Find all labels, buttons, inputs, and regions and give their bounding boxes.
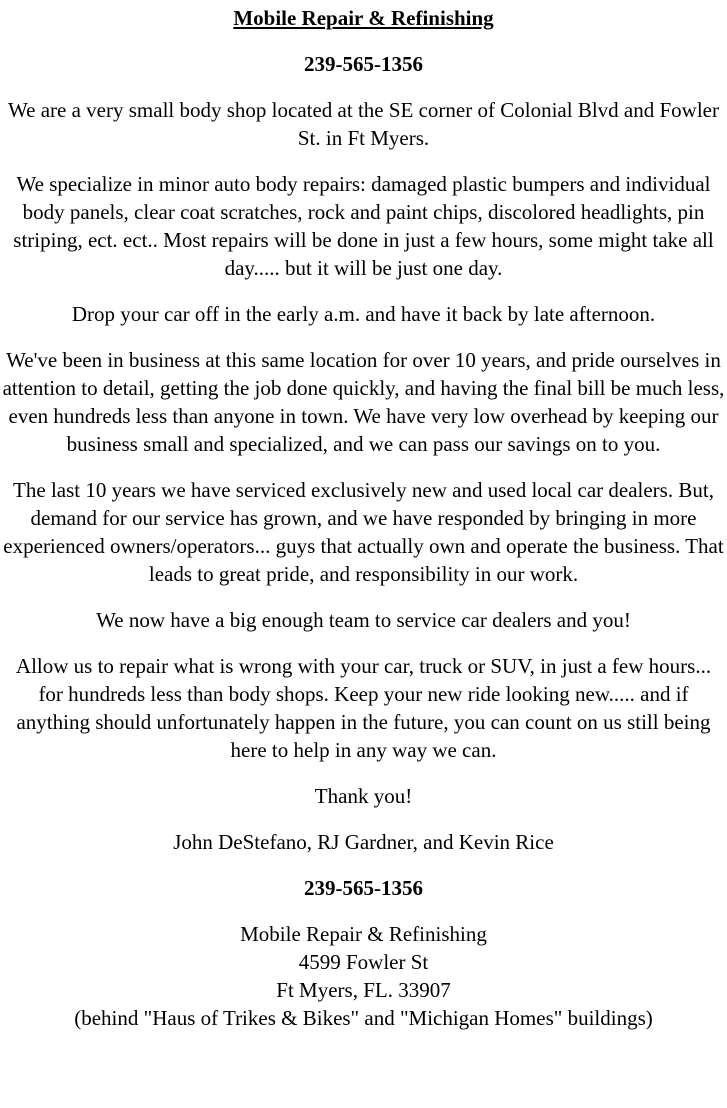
address-street: 4599 Fowler St xyxy=(298,950,429,974)
page-title: Mobile Repair & Refinishing xyxy=(233,6,494,30)
phone-number-bottom: 239-565-1356 xyxy=(304,876,423,900)
allow-paragraph: Allow us to repair what is wrong with your car, truck or SUV, in just a few hours... for hundreds less than body shops. Keep your new ride looking new..... and if anything should unfortunately happen in the future, you can count on us still being here to help in any way we can. xyxy=(15,654,712,762)
history-paragraph: The last 10 years we have serviced exclusively new and used local car dealers. But, demand for our service has grown, and we have responded by bringing in more experienced owners/operators... guys that actually own and operate the business. That leads to great pride, and responsibility in our work. xyxy=(3,478,724,586)
business-paragraph: We've been in business at this same location for over 10 years, and pride ourselves in attention to detail, getting the job done quickly, and having the final bill be much less, even hundreds less than anyone in town. We have very low overhead by keeping our business small and specialized, and we can pass our savings on to you. xyxy=(2,348,725,456)
address-note: (behind "Haus of Trikes & Bikes" and "Michigan Homes" buildings) xyxy=(74,1006,653,1030)
dropoff-paragraph: Drop your car off in the early a.m. and have it back by late afternoon. xyxy=(71,302,656,326)
address-business-name: Mobile Repair & Refinishing xyxy=(240,922,487,946)
signature-paragraph: John DeStefano, RJ Gardner, and Kevin Rice xyxy=(173,830,554,854)
specialize-paragraph: We specialize in minor auto body repairs: damaged plastic bumpers and individual body panels, clear coat scratches, rock and paint chips, discolored headlights, pin striping, ect. ect.. Most repairs will be done in just a few hours, some might take all day..... but it will be just one day. xyxy=(13,172,714,280)
thanks-paragraph: Thank you! xyxy=(314,784,413,808)
location-paragraph: We are a very small body shop located at the SE corner of Colonial Blvd and Fowler St. in Ft Myers. xyxy=(8,98,719,150)
address-block xyxy=(2,920,725,1032)
address-city: Ft Myers, FL. 33907 xyxy=(276,978,451,1002)
team-paragraph: We now have a big enough team to service car dealers and you! xyxy=(96,608,631,632)
phone-number-top: 239-565-1356 xyxy=(304,52,423,76)
